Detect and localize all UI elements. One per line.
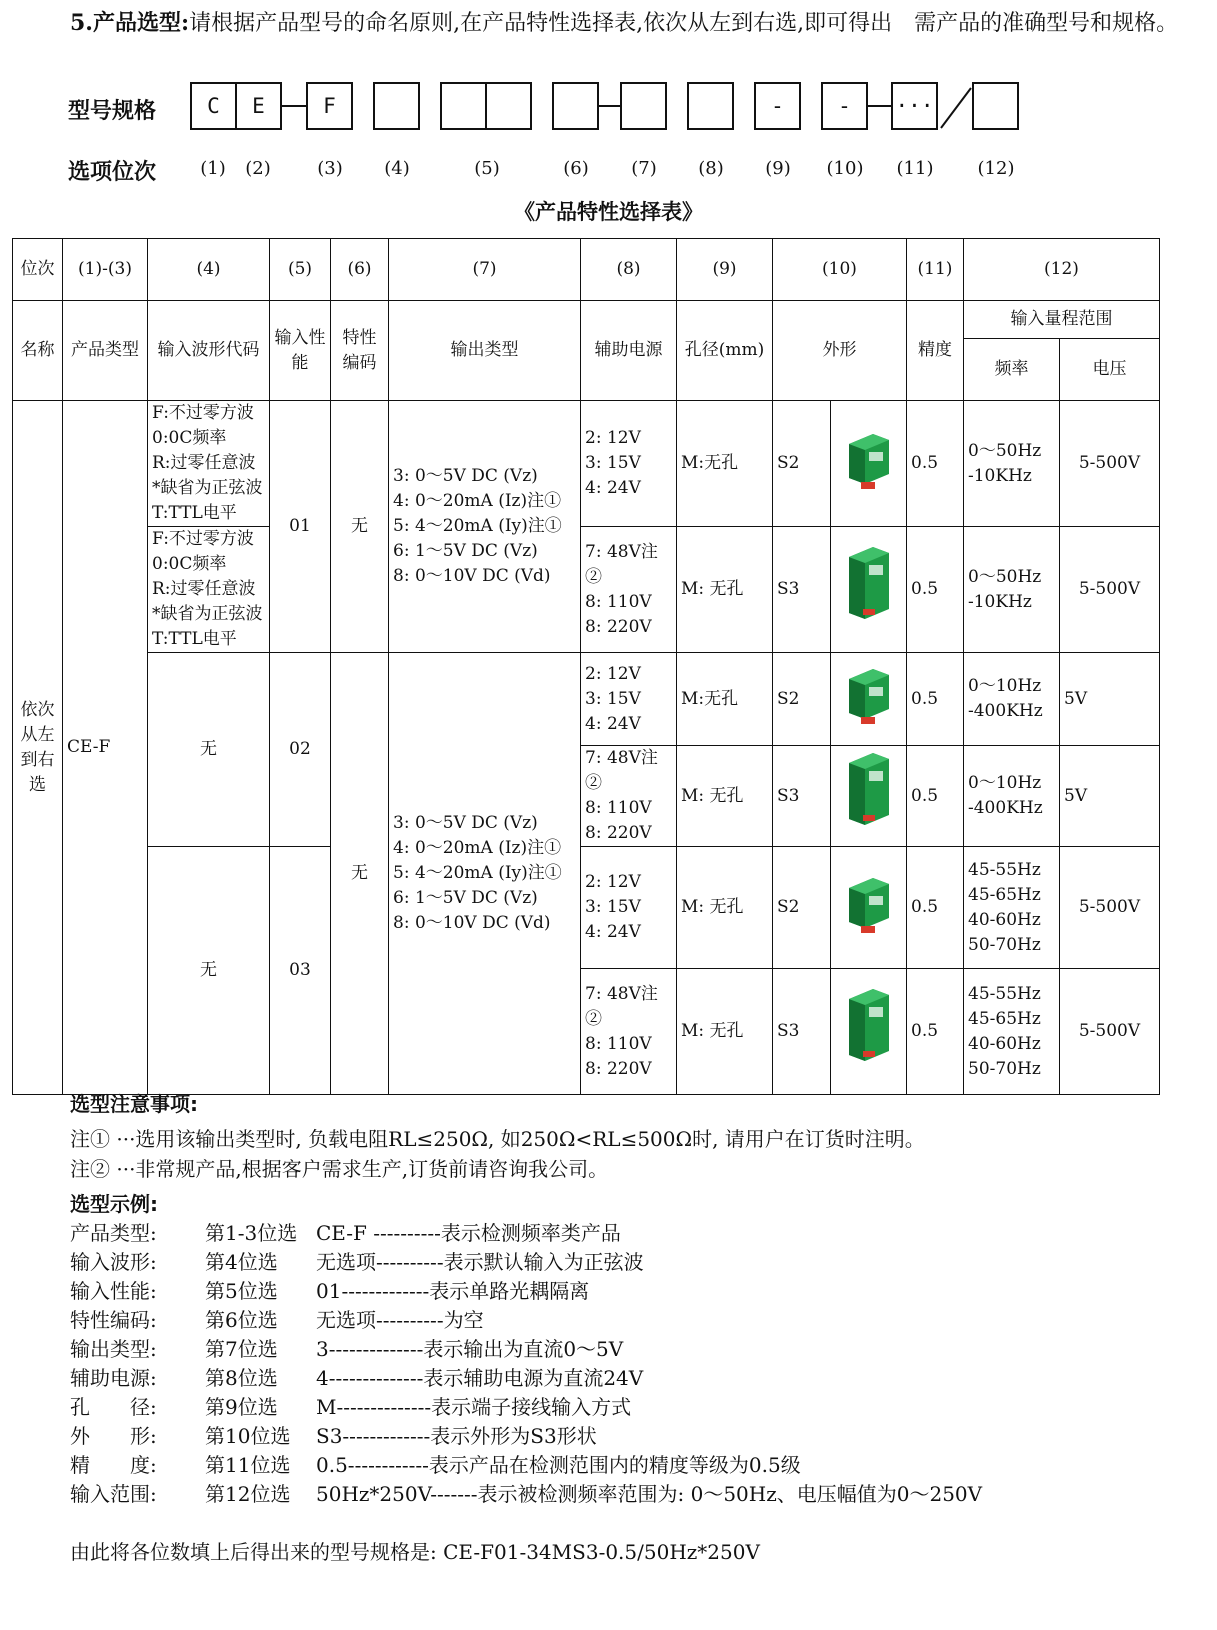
power-list [581, 969, 677, 1095]
name-product-type: 产品类型 [63, 301, 148, 401]
freq-range [964, 527, 1060, 653]
output-item: 4: 0～20mA (Iz)注① [393, 491, 562, 511]
example-field: 输入性能: [70, 1279, 157, 1303]
power-item: 7: 48V注② [585, 983, 658, 1029]
pos-12: (12) [977, 158, 1015, 179]
model-box-5b [485, 82, 532, 130]
wave-code: *缺省为正弦波 [152, 478, 263, 498]
output-list-2 [389, 653, 581, 1095]
output-item: 5: 4～20mA (Iy)注① [393, 863, 562, 883]
model-box-5a [440, 82, 487, 130]
model-connector [599, 105, 621, 107]
hole-value: M: 无孔 [677, 847, 773, 969]
freq-item: 45-65Hz [968, 1008, 1041, 1029]
table-title: 《产品特性选择表》 [514, 199, 703, 224]
example-field: 产品类型: [70, 1221, 157, 1245]
pos-col-6: (6) [331, 239, 389, 301]
wave-code: F:不过零方波 [152, 403, 254, 423]
example-field: 特性编码: [70, 1308, 157, 1332]
freq-item: 40-60Hz [968, 909, 1041, 930]
pos-col-12: (12) [964, 239, 1160, 301]
note-1: 注① ···选用该输出类型时, 负载电阻RL≤250Ω, 如250Ω<RL≤500Ω时, 请用户在订货时注明。 [70, 1127, 925, 1151]
model-box-8 [687, 82, 734, 130]
example-field: 输入波形: [70, 1250, 157, 1274]
example-desc: 无选项----------为空 [316, 1308, 484, 1332]
accuracy-value: 0.5 [907, 746, 964, 847]
freq-range [964, 401, 1060, 527]
device-icon [843, 757, 895, 821]
perf-02: 02 [270, 653, 331, 847]
example-desc: CE-F ----------表示检测频率类产品 [316, 1221, 621, 1245]
hole-value: M: 无孔 [677, 527, 773, 653]
freq-item: 0～50Hz [968, 566, 1042, 587]
freq-item: -400KHz [968, 701, 1043, 721]
accuracy-value: 0.5 [907, 653, 964, 746]
pos-7: (7) [631, 158, 657, 179]
hole-value: M:无孔 [677, 653, 773, 746]
example-desc: M--------------表示端子接线输入方式 [316, 1395, 632, 1419]
example-desc: 0.5------------表示产品在检测范围内的精度等级为0.5级 [316, 1453, 801, 1477]
model-box-4 [373, 82, 420, 130]
volt-range: 5V [1060, 746, 1160, 847]
power-item: 4: 24V [585, 713, 641, 734]
example-field: 辅助电源: [70, 1366, 157, 1390]
hole-value: M: 无孔 [677, 746, 773, 847]
device-icon [843, 872, 895, 936]
power-item: 2: 12V [585, 872, 641, 892]
accuracy-value: 0.5 [907, 847, 964, 969]
freq-range [964, 653, 1060, 746]
power-item: 8: 110V [585, 1033, 652, 1054]
example-position: 第8位选 [205, 1366, 278, 1390]
power-item: 8: 110V [585, 798, 652, 818]
model-box-2: E [235, 82, 282, 130]
name-input-range: 输入量程范围 [964, 301, 1160, 339]
accuracy-value: 0.5 [907, 401, 964, 527]
example-position: 第4位选 [205, 1250, 278, 1274]
wave-code: T:TTL电平 [152, 503, 237, 523]
freq-item: 50-70Hz [968, 1058, 1041, 1079]
model-box-6 [552, 82, 599, 130]
example-field: 精 度: [70, 1453, 157, 1477]
feature-none-2: 无 [331, 653, 389, 1095]
device-image [831, 527, 907, 653]
positions-label: 选项位次 [68, 160, 157, 185]
output-item: 8: 0～10V DC (Vd) [393, 566, 551, 586]
pos-col-10: (10) [773, 239, 907, 301]
example-field: 孔 径: [70, 1395, 157, 1419]
freq-item: 0～10Hz [968, 773, 1042, 793]
model-slash [938, 82, 974, 130]
intro-label: 5.产品选型: [70, 10, 190, 36]
name-input-wave: 输入波形代码 [148, 301, 270, 401]
pos-1: (1) [200, 158, 226, 179]
power-item: 8: 220V [585, 1058, 652, 1079]
example-desc: S3-------------表示外形为S3形状 [316, 1424, 597, 1448]
name-frequency: 频率 [964, 339, 1060, 401]
output-item: 6: 1～5V DC (Vz) [393, 888, 538, 908]
feature-none-1: 无 [331, 401, 389, 653]
example-position: 第10位选 [205, 1424, 291, 1448]
name-shape: 外形 [773, 301, 907, 401]
intro-text: 请根据产品型号的命名原则,在产品特性选择表,依次从左到右选,即可得出 需产品的准确型号和规格。 [189, 11, 1179, 36]
wave-code: 0:0C频率 [152, 554, 227, 574]
example-desc: 50Hz*250V-------表示被检测频率范围为: 0～50Hz、电压幅值为0～250V [316, 1482, 983, 1506]
pos-11: (11) [896, 158, 934, 179]
header-pos: 位次 [13, 239, 63, 301]
pos-10: (10) [826, 158, 864, 179]
power-item: 4: 24V [585, 922, 641, 942]
device-image [831, 653, 907, 746]
pos-3: (3) [317, 158, 343, 179]
pos-4: (4) [384, 158, 410, 179]
volt-range: 5-500V [1060, 401, 1160, 527]
power-item: 8: 110V [585, 591, 652, 612]
name-output-type: 输出类型 [389, 301, 581, 401]
freq-item: 50-70Hz [968, 934, 1041, 955]
wave-code: 0:0C频率 [152, 428, 227, 448]
output-item: 5: 4～20mA (Iy)注① [393, 516, 562, 536]
pos-col-11: (11) [907, 239, 964, 301]
freq-item: 45-55Hz [968, 983, 1041, 1004]
shape-code: S2 [773, 847, 831, 969]
output-list-1 [389, 401, 581, 653]
example-position: 第7位选 [205, 1337, 278, 1361]
perf-01: 01 [270, 401, 331, 653]
name-feature-code: 特性编码 [331, 301, 389, 401]
name-input-perf: 输入性能 [270, 301, 331, 401]
power-list [581, 847, 677, 969]
volt-range: 5-500V [1060, 969, 1160, 1095]
wave-none-2: 无 [148, 847, 270, 1095]
power-item: 8: 220V [585, 616, 652, 637]
header-name: 名称 [13, 301, 63, 401]
pos-8: (8) [698, 158, 724, 179]
power-item: 7: 48V注② [585, 748, 658, 793]
example-desc: 01-------------表示单路光耦隔离 [316, 1279, 590, 1303]
example-desc: 3--------------表示输出为直流0～5V [316, 1337, 624, 1361]
pos-col-4: (4) [148, 239, 270, 301]
output-item: 3: 0～5V DC (Vz) [393, 466, 538, 486]
device-image [831, 401, 907, 527]
example-position: 第9位选 [205, 1395, 278, 1419]
example-result: 由此将各位数填上后得出来的型号规格是: CE-F01-34MS3-0.5/50Hz*250V [70, 1540, 760, 1564]
model-box-10: - [821, 82, 868, 130]
example-desc: 4--------------表示辅助电源为直流24V [316, 1366, 644, 1390]
example-position: 第6位选 [205, 1308, 278, 1332]
shape-code: S2 [773, 653, 831, 746]
example-field: 外 形: [70, 1424, 157, 1448]
accuracy-value: 0.5 [907, 969, 964, 1095]
pos-col-9: (9) [677, 239, 773, 301]
example-position: 第5位选 [205, 1279, 278, 1303]
pos-6: (6) [563, 158, 589, 179]
device-image [831, 847, 907, 969]
wave-code: F:不过零方波 [152, 529, 254, 549]
power-item: 4: 24V [585, 478, 641, 498]
output-item: 4: 0～20mA (Iz)注① [393, 838, 562, 858]
example-field: 输入范围: [70, 1482, 157, 1506]
freq-item: 0～10Hz [968, 676, 1042, 696]
freq-range [964, 969, 1060, 1095]
wave-code: T:TTL电平 [152, 629, 237, 649]
output-item: 8: 0～10V DC (Vd) [393, 913, 551, 933]
wave-codes-1 [148, 401, 270, 527]
freq-item: -10KHz [968, 465, 1032, 486]
example-desc: 无选项----------表示默认输入为正弦波 [316, 1250, 644, 1274]
shape-code: S3 [773, 969, 831, 1095]
selection-table [12, 238, 1160, 1095]
hole-value: M: 无孔 [677, 969, 773, 1095]
name-aux-power: 辅助电源 [581, 301, 677, 401]
device-image [831, 746, 907, 847]
power-list [581, 527, 677, 653]
device-icon [843, 551, 895, 615]
power-item: 3: 15V [585, 897, 641, 917]
output-item: 6: 1～5V DC (Vz) [393, 541, 538, 561]
name-hole: 孔径(mm) [677, 301, 773, 401]
model-connector [868, 105, 892, 107]
freq-item: 40-60Hz [968, 1033, 1041, 1054]
notes-title: 选型注意事项: [70, 1092, 198, 1116]
pos-5: (5) [474, 158, 500, 179]
output-item: 3: 0～5V DC (Vz) [393, 813, 538, 833]
freq-range [964, 847, 1060, 969]
power-item: 3: 15V [585, 453, 641, 473]
pos-col-5: (5) [270, 239, 331, 301]
model-connector [282, 105, 307, 107]
device-icon [843, 993, 895, 1057]
example-position: 第12位选 [205, 1482, 291, 1506]
intro-paragraph [70, 8, 1190, 39]
freq-item: 45-65Hz [968, 884, 1041, 905]
device-image [831, 969, 907, 1095]
wave-code: *缺省为正弦波 [152, 604, 263, 624]
pos-col-1: (1)-(3) [63, 239, 148, 301]
model-box-11: ··· [891, 82, 938, 130]
example-title: 选型示例: [70, 1192, 158, 1216]
side-label: 依次从左到右选 [13, 401, 63, 1095]
power-list [581, 653, 677, 746]
power-list [581, 746, 677, 847]
example-field: 输出类型: [70, 1337, 157, 1361]
volt-range: 5-500V [1060, 847, 1160, 969]
freq-item: -10KHz [968, 591, 1032, 612]
name-voltage: 电压 [1060, 339, 1160, 401]
freq-item: -400KHz [968, 798, 1043, 818]
power-item: 7: 48V注② [585, 541, 658, 587]
shape-code: S3 [773, 527, 831, 653]
note-2: 注② ···非常规产品,根据客户需求生产,订货前请咨询我公司。 [70, 1157, 609, 1181]
freq-item: 45-55Hz [968, 859, 1041, 880]
accuracy-value: 0.5 [907, 527, 964, 653]
pos-col-8: (8) [581, 239, 677, 301]
shape-code: S3 [773, 746, 831, 847]
hole-value: M:无孔 [677, 401, 773, 527]
product-type-value: CE-F [63, 401, 148, 1095]
power-item: 8: 220V [585, 823, 652, 843]
pos-col-7: (7) [389, 239, 581, 301]
pos-9: (9) [765, 158, 791, 179]
model-box-12 [972, 82, 1019, 130]
power-item: 2: 12V [585, 663, 641, 684]
shape-code: S2 [773, 401, 831, 527]
freq-item: 0～50Hz [968, 440, 1042, 461]
power-item: 3: 15V [585, 688, 641, 709]
name-accuracy: 精度 [907, 301, 964, 401]
example-position: 第1-3位选 [205, 1221, 298, 1245]
device-icon [843, 663, 895, 727]
model-box-1: C [190, 82, 237, 130]
wave-codes-2 [148, 527, 270, 653]
volt-range: 5V [1060, 653, 1160, 746]
wave-none-1: 无 [148, 653, 270, 847]
device-icon [843, 428, 895, 492]
wave-code: R:过零任意波 [152, 453, 256, 473]
model-box-9: - [754, 82, 801, 130]
power-item: 2: 12V [585, 428, 641, 448]
model-label: 型号规格 [68, 99, 157, 124]
pos-2: (2) [245, 158, 271, 179]
model-box-3: F [306, 82, 353, 130]
example-position: 第11位选 [205, 1453, 291, 1477]
freq-range [964, 746, 1060, 847]
model-box-7 [620, 82, 667, 130]
wave-code: R:过零任意波 [152, 579, 256, 599]
power-list [581, 401, 677, 527]
volt-range: 5-500V [1060, 527, 1160, 653]
perf-03: 03 [270, 847, 331, 1095]
